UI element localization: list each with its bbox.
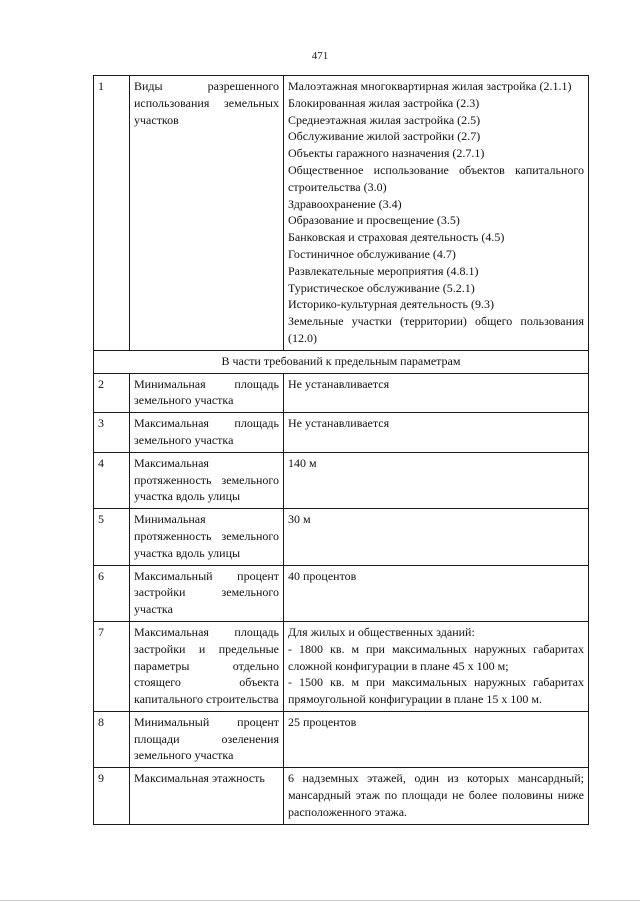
table-row: [94, 509, 589, 565]
table-row: [94, 621, 589, 711]
row-number: 1: [94, 76, 130, 351]
row-number: 8: [94, 711, 130, 767]
parameter-name: Максимальная площадь земельного участка: [130, 413, 284, 453]
permitted-uses-list: [284, 76, 589, 351]
list-item: Здравоохранение (3.4): [288, 196, 402, 211]
list-item: Земельные участки (территории) общего пользования (12.0): [288, 314, 584, 345]
table-row: [94, 76, 589, 351]
value-line: Для жилых и общественных зданий:: [288, 624, 475, 639]
table-row: [94, 768, 589, 824]
table-row: [94, 711, 589, 767]
list-item: Туристическое обслуживание (5.2.1): [288, 280, 475, 295]
list-item: Историко-культурная деятельность (9.3): [288, 297, 494, 312]
parameter-value: [284, 621, 589, 711]
parameter-name: Максимальная этажность: [130, 768, 284, 824]
table-row: [94, 373, 589, 413]
row-number: 7: [94, 621, 130, 711]
parameter-name: Минимальная площадь земельного участка: [130, 373, 284, 413]
section-header: В части требований к предельным параметрам: [94, 350, 589, 373]
row-number: 9: [94, 768, 130, 824]
list-item: Образование и просвещение (3.5): [288, 213, 460, 228]
parameter-value: 40 процентов: [284, 565, 589, 621]
page-bottom-edge: [0, 900, 640, 901]
list-item: Малоэтажная многоквартирная жилая застройка (2.1.1): [288, 79, 572, 93]
parameter-name: Минимальная протяженность земельного участка вдоль улицы: [130, 509, 284, 565]
page-number: 471: [311, 50, 329, 62]
list-item: Объекты гаражного назначения (2.7.1): [288, 146, 485, 161]
list-item: Гостиничное обслуживание (4.7): [288, 246, 456, 261]
zoning-parameters-table: [93, 75, 589, 825]
list-item: Банковская и страховая деятельность (4.5): [288, 230, 505, 245]
list-item: Общественное использование объектов капитального строительства (3.0): [288, 162, 584, 194]
value-line: - 1500 кв. м при максимальных наружных габаритах прямоугольной конфигурации в плане 15 х 100 м.: [288, 675, 584, 707]
list-item: Блокированная жилая застройка (2.3): [288, 95, 480, 110]
parameter-name: Минимальный процент площади озеленения земельного участка: [130, 711, 284, 767]
parameter-value: Не устанавливается: [284, 373, 589, 413]
row-number: 3: [94, 413, 130, 453]
row-number: 5: [94, 509, 130, 565]
row-number: 2: [94, 373, 130, 413]
parameter-name: Максимальный процент застройки земельного участка: [130, 565, 284, 621]
list-item: Обслуживание жилой застройки (2.7): [288, 129, 481, 144]
parameter-value: 25 процентов: [284, 711, 589, 767]
parameter-value: Не устанавливается: [284, 413, 589, 453]
parameter-value: 30 м: [284, 509, 589, 565]
list-item: Развлекательные мероприятия (4.8.1): [288, 263, 479, 278]
table-row: [94, 452, 589, 508]
parameter-value: 6 надземных этажей, один из которых мансардный; мансардный этаж по площади не более половины ниже расположенного этажа.: [284, 768, 589, 824]
parameter-name: Максимальная площадь застройки и предельные параметры отдельно стоящего объекта капитального строительства: [130, 621, 284, 711]
section-header-row: [94, 350, 589, 373]
list-item: Среднеэтажная жилая застройка (2.5): [288, 112, 481, 127]
parameter-name: Виды разрешенного использования земельных участков: [130, 76, 284, 351]
parameter-name: Максимальная протяженность земельного участка вдоль улицы: [130, 452, 284, 508]
table-row: [94, 565, 589, 621]
table-row: [94, 413, 589, 453]
row-number: 6: [94, 565, 130, 621]
row-number: 4: [94, 452, 130, 508]
parameter-value: 140 м: [284, 452, 589, 508]
value-line: - 1800 кв. м при максимальных наружных габаритах сложной конфигурации в плане 45 х 100 м;: [288, 641, 584, 673]
